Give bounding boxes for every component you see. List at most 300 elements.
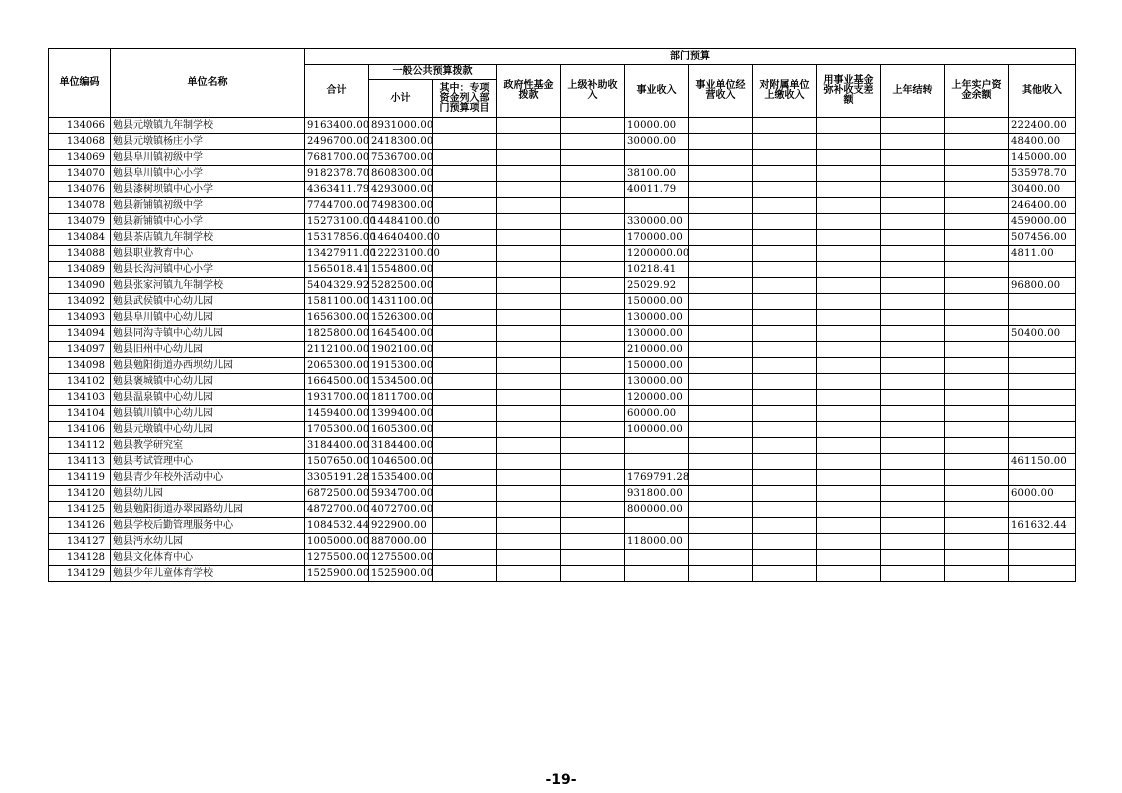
unit-code-cell: 134090 [49, 278, 111, 294]
fund-offset-cell [817, 566, 881, 582]
fund-offset-cell [817, 390, 881, 406]
unit-code-cell: 134098 [49, 358, 111, 374]
superior-subsidy-cell [561, 422, 625, 438]
superior-subsidy-cell [561, 486, 625, 502]
subtotal-cell: 2418300.00 [369, 134, 433, 150]
other-income-cell: 461150.00 [1009, 454, 1076, 470]
total-cell: 1275500.00 [305, 550, 369, 566]
subordinate-income-cell [753, 278, 817, 294]
subtotal-cell: 4293000.00 [369, 182, 433, 198]
carryover-cell [881, 502, 945, 518]
special-funds-cell [433, 374, 497, 390]
gov-fund-cell [497, 294, 561, 310]
unit-code-cell: 134097 [49, 342, 111, 358]
subordinate-income-cell [753, 230, 817, 246]
operating-income-cell [689, 470, 753, 486]
subtotal-cell: 1431100.00 [369, 294, 433, 310]
unit-name-cell: 勉县勉阳街道办翠园路幼儿园 [111, 502, 305, 518]
unit-code-cell: 134128 [49, 550, 111, 566]
operating-income-cell [689, 150, 753, 166]
subtotal-cell: 3184400.00 [369, 438, 433, 454]
gov-fund-cell [497, 198, 561, 214]
business-income-cell: 130000.00 [625, 374, 689, 390]
special-funds-cell [433, 470, 497, 486]
business-income-cell: 120000.00 [625, 390, 689, 406]
fund-offset-cell [817, 438, 881, 454]
total-cell: 1931700.00 [305, 390, 369, 406]
special-funds-cell [433, 502, 497, 518]
fund-offset-cell [817, 134, 881, 150]
superior-subsidy-cell [561, 326, 625, 342]
unit-name-cell: 勉县褒城镇中心幼儿园 [111, 374, 305, 390]
business-income-cell [625, 518, 689, 534]
operating-income-cell [689, 390, 753, 406]
operating-income-cell [689, 230, 753, 246]
fund-offset-cell [817, 246, 881, 262]
subordinate-income-cell [753, 182, 817, 198]
gov-fund-cell [497, 214, 561, 230]
total-cell: 3305191.28 [305, 470, 369, 486]
unit-code-cell: 134066 [49, 118, 111, 134]
special-funds-cell [433, 534, 497, 550]
superior-subsidy-cell [561, 566, 625, 582]
unused-balance-cell [945, 438, 1009, 454]
superior-subsidy-cell [561, 198, 625, 214]
header-total: 合计 [305, 65, 369, 118]
table-row [49, 422, 1076, 438]
subordinate-income-cell [753, 198, 817, 214]
unit-code-cell: 134079 [49, 214, 111, 230]
subtotal-cell: 7536700.00 [369, 150, 433, 166]
superior-subsidy-cell [561, 518, 625, 534]
special-funds-cell [433, 486, 497, 502]
total-cell: 5404329.92 [305, 278, 369, 294]
business-income-cell: 100000.00 [625, 422, 689, 438]
carryover-cell [881, 230, 945, 246]
carryover-cell [881, 214, 945, 230]
other-income-cell [1009, 310, 1076, 326]
gov-fund-cell [497, 118, 561, 134]
subtotal-cell: 8931000.00 [369, 118, 433, 134]
unit-code-cell: 134113 [49, 454, 111, 470]
subordinate-income-cell [753, 534, 817, 550]
unit-name-cell: 勉县元墩镇中心幼儿园 [111, 422, 305, 438]
table-header [49, 49, 1076, 118]
other-income-cell [1009, 390, 1076, 406]
carryover-cell [881, 454, 945, 470]
gov-fund-cell [497, 422, 561, 438]
unit-name-cell: 勉县茶店镇九年制学校 [111, 230, 305, 246]
total-cell: 7744700.00 [305, 198, 369, 214]
other-income-cell [1009, 534, 1076, 550]
gov-fund-cell [497, 182, 561, 198]
subordinate-income-cell [753, 422, 817, 438]
table-row [49, 438, 1076, 454]
table-row [49, 454, 1076, 470]
fund-offset-cell [817, 518, 881, 534]
business-income-cell: 800000.00 [625, 502, 689, 518]
total-cell: 1705300.00 [305, 422, 369, 438]
special-funds-cell [433, 278, 497, 294]
superior-subsidy-cell [561, 470, 625, 486]
other-income-cell [1009, 550, 1076, 566]
operating-income-cell [689, 406, 753, 422]
unused-balance-cell [945, 294, 1009, 310]
other-income-cell [1009, 294, 1076, 310]
subtotal-cell: 1534500.00 [369, 374, 433, 390]
subtotal-cell: 1535400.00 [369, 470, 433, 486]
header-general-budget: 一般公共预算拨款 [369, 65, 497, 80]
unit-name-cell: 勉县阜川镇中心小学 [111, 166, 305, 182]
carryover-cell [881, 358, 945, 374]
other-income-cell: 459000.00 [1009, 214, 1076, 230]
special-funds-cell [433, 406, 497, 422]
operating-income-cell [689, 502, 753, 518]
header-subordinate-income: 对附属单位上缴收入 [753, 65, 817, 118]
subtotal-cell: 922900.00 [369, 518, 433, 534]
gov-fund-cell [497, 534, 561, 550]
gov-fund-cell [497, 134, 561, 150]
superior-subsidy-cell [561, 118, 625, 134]
subtotal-cell: 1399400.00 [369, 406, 433, 422]
other-income-cell: 96800.00 [1009, 278, 1076, 294]
budget-table [48, 48, 1076, 582]
subtotal-cell: 8608300.00 [369, 166, 433, 182]
gov-fund-cell [497, 342, 561, 358]
subordinate-income-cell [753, 310, 817, 326]
unit-code-cell: 134103 [49, 390, 111, 406]
operating-income-cell [689, 118, 753, 134]
fund-offset-cell [817, 374, 881, 390]
unit-code-cell: 134119 [49, 470, 111, 486]
unused-balance-cell [945, 470, 1009, 486]
operating-income-cell [689, 278, 753, 294]
carryover-cell [881, 326, 945, 342]
carryover-cell [881, 198, 945, 214]
superior-subsidy-cell [561, 390, 625, 406]
unit-code-cell: 134102 [49, 374, 111, 390]
header-other-income: 其他收入 [1009, 65, 1076, 118]
table-row [49, 214, 1076, 230]
other-income-cell: 4811.00 [1009, 246, 1076, 262]
carryover-cell [881, 262, 945, 278]
unit-name-cell: 勉县新铺镇中心小学 [111, 214, 305, 230]
unit-code-cell: 134129 [49, 566, 111, 582]
table-body [49, 118, 1076, 582]
table-row [49, 294, 1076, 310]
special-funds-cell [433, 422, 497, 438]
business-income-cell [625, 454, 689, 470]
table-row [49, 406, 1076, 422]
total-cell: 15273100.00 [305, 214, 369, 230]
subordinate-income-cell [753, 566, 817, 582]
unused-balance-cell [945, 326, 1009, 342]
table-row [49, 118, 1076, 134]
gov-fund-cell [497, 374, 561, 390]
subordinate-income-cell [753, 326, 817, 342]
operating-income-cell [689, 486, 753, 502]
total-cell: 7681700.00 [305, 150, 369, 166]
carryover-cell [881, 518, 945, 534]
other-income-cell: 30400.00 [1009, 182, 1076, 198]
subordinate-income-cell [753, 166, 817, 182]
total-cell: 9163400.00 [305, 118, 369, 134]
fund-offset-cell [817, 310, 881, 326]
unused-balance-cell [945, 406, 1009, 422]
header-superior-subsidy: 上级补助收入 [561, 65, 625, 118]
other-income-cell [1009, 470, 1076, 486]
gov-fund-cell [497, 406, 561, 422]
operating-income-cell [689, 550, 753, 566]
business-income-cell: 25029.92 [625, 278, 689, 294]
business-income-cell: 150000.00 [625, 358, 689, 374]
special-funds-cell [433, 294, 497, 310]
special-funds-cell [433, 118, 497, 134]
unused-balance-cell [945, 214, 1009, 230]
subordinate-income-cell [753, 358, 817, 374]
total-cell: 1664500.00 [305, 374, 369, 390]
unit-code-cell: 134068 [49, 134, 111, 150]
business-income-cell: 10000.00 [625, 118, 689, 134]
subordinate-income-cell [753, 550, 817, 566]
unit-name-cell: 勉县文化体育中心 [111, 550, 305, 566]
fund-offset-cell [817, 182, 881, 198]
unit-code-cell: 134127 [49, 534, 111, 550]
unit-code-cell: 134120 [49, 486, 111, 502]
total-cell: 1525900.00 [305, 566, 369, 582]
business-income-cell: 130000.00 [625, 326, 689, 342]
carryover-cell [881, 342, 945, 358]
fund-offset-cell [817, 262, 881, 278]
total-cell: 2496700.00 [305, 134, 369, 150]
fund-offset-cell [817, 150, 881, 166]
table-row [49, 198, 1076, 214]
carryover-cell [881, 374, 945, 390]
subtotal-cell: 1811700.00 [369, 390, 433, 406]
subtotal-cell: 1605300.00 [369, 422, 433, 438]
fund-offset-cell [817, 342, 881, 358]
unit-name-cell: 勉县教学研究室 [111, 438, 305, 454]
operating-income-cell [689, 438, 753, 454]
subtotal-cell: 4072700.00 [369, 502, 433, 518]
other-income-cell [1009, 358, 1076, 374]
business-income-cell [625, 550, 689, 566]
fund-offset-cell [817, 534, 881, 550]
total-cell: 13427911.00 [305, 246, 369, 262]
operating-income-cell [689, 310, 753, 326]
unused-balance-cell [945, 134, 1009, 150]
carryover-cell [881, 182, 945, 198]
special-funds-cell [433, 246, 497, 262]
operating-income-cell [689, 134, 753, 150]
special-funds-cell [433, 438, 497, 454]
special-funds-cell [433, 262, 497, 278]
total-cell: 2065300.00 [305, 358, 369, 374]
fund-offset-cell [817, 198, 881, 214]
fund-offset-cell [817, 470, 881, 486]
table-row [49, 182, 1076, 198]
unit-name-cell: 勉县少年儿童体育学校 [111, 566, 305, 582]
subordinate-income-cell [753, 470, 817, 486]
total-cell: 6872500.00 [305, 486, 369, 502]
unit-code-cell: 134076 [49, 182, 111, 198]
total-cell: 1656300.00 [305, 310, 369, 326]
other-income-cell [1009, 422, 1076, 438]
other-income-cell: 535978.70 [1009, 166, 1076, 182]
fund-offset-cell [817, 486, 881, 502]
carryover-cell [881, 534, 945, 550]
table-row [49, 262, 1076, 278]
unused-balance-cell [945, 166, 1009, 182]
unused-balance-cell [945, 502, 1009, 518]
total-cell: 4872700.00 [305, 502, 369, 518]
gov-fund-cell [497, 358, 561, 374]
superior-subsidy-cell [561, 166, 625, 182]
unit-code-cell: 134088 [49, 246, 111, 262]
unit-code-cell: 134094 [49, 326, 111, 342]
unit-code-cell: 134089 [49, 262, 111, 278]
table-row [49, 150, 1076, 166]
unit-code-cell: 134104 [49, 406, 111, 422]
unused-balance-cell [945, 390, 1009, 406]
operating-income-cell [689, 166, 753, 182]
subordinate-income-cell [753, 454, 817, 470]
unused-balance-cell [945, 518, 1009, 534]
fund-offset-cell [817, 550, 881, 566]
business-income-cell: 130000.00 [625, 310, 689, 326]
carryover-cell [881, 166, 945, 182]
subordinate-income-cell [753, 502, 817, 518]
subordinate-income-cell [753, 118, 817, 134]
operating-income-cell [689, 246, 753, 262]
unit-code-cell: 134070 [49, 166, 111, 182]
subtotal-cell: 1526300.00 [369, 310, 433, 326]
subordinate-income-cell [753, 134, 817, 150]
operating-income-cell [689, 294, 753, 310]
carryover-cell [881, 294, 945, 310]
fund-offset-cell [817, 502, 881, 518]
superior-subsidy-cell [561, 310, 625, 326]
fund-offset-cell [817, 214, 881, 230]
business-income-cell [625, 150, 689, 166]
operating-income-cell [689, 182, 753, 198]
subordinate-income-cell [753, 214, 817, 230]
header-unit-code: 单位编码 [49, 49, 111, 118]
gov-fund-cell [497, 390, 561, 406]
gov-fund-cell [497, 550, 561, 566]
unused-balance-cell [945, 454, 1009, 470]
superior-subsidy-cell [561, 246, 625, 262]
unit-name-cell: 勉县同沟寺镇中心幼儿园 [111, 326, 305, 342]
unused-balance-cell [945, 422, 1009, 438]
subordinate-income-cell [753, 438, 817, 454]
unused-balance-cell [945, 374, 1009, 390]
other-income-cell [1009, 406, 1076, 422]
subtotal-cell: 1902100.00 [369, 342, 433, 358]
carryover-cell [881, 278, 945, 294]
carryover-cell [881, 566, 945, 582]
table-row [49, 310, 1076, 326]
business-income-cell: 30000.00 [625, 134, 689, 150]
page-number: -19- [545, 772, 577, 788]
unit-name-cell: 勉县勉阳街道办西坝幼儿园 [111, 358, 305, 374]
carryover-cell [881, 486, 945, 502]
special-funds-cell [433, 550, 497, 566]
unit-code-cell: 134069 [49, 150, 111, 166]
unit-name-cell: 勉县沔水幼儿园 [111, 534, 305, 550]
unit-name-cell: 勉县旧州中心幼儿园 [111, 342, 305, 358]
other-income-cell: 6000.00 [1009, 486, 1076, 502]
business-income-cell: 1769791.28 [625, 470, 689, 486]
unit-name-cell: 勉县学校后勤管理服务中心 [111, 518, 305, 534]
business-income-cell: 118000.00 [625, 534, 689, 550]
table-row [49, 230, 1076, 246]
total-cell: 1581100.00 [305, 294, 369, 310]
superior-subsidy-cell [561, 454, 625, 470]
unused-balance-cell [945, 198, 1009, 214]
special-funds-cell [433, 358, 497, 374]
business-income-cell: 60000.00 [625, 406, 689, 422]
unit-name-cell: 勉县阜川镇初级中学 [111, 150, 305, 166]
unit-name-cell: 勉县长沟河镇中心小学 [111, 262, 305, 278]
table-row [49, 502, 1076, 518]
business-income-cell [625, 198, 689, 214]
table-row [49, 550, 1076, 566]
subtotal-cell: 1554800.00 [369, 262, 433, 278]
unit-code-cell: 134084 [49, 230, 111, 246]
header-subtotal: 小计 [369, 80, 433, 118]
operating-income-cell [689, 374, 753, 390]
special-funds-cell [433, 326, 497, 342]
subordinate-income-cell [753, 406, 817, 422]
fund-offset-cell [817, 294, 881, 310]
fund-offset-cell [817, 326, 881, 342]
total-cell: 15317856.00 [305, 230, 369, 246]
other-income-cell: 48400.00 [1009, 134, 1076, 150]
gov-fund-cell [497, 470, 561, 486]
unit-code-cell: 134126 [49, 518, 111, 534]
fund-offset-cell [817, 278, 881, 294]
subordinate-income-cell [753, 518, 817, 534]
superior-subsidy-cell [561, 550, 625, 566]
operating-income-cell [689, 358, 753, 374]
business-income-cell: 170000.00 [625, 230, 689, 246]
total-cell: 3184400.00 [305, 438, 369, 454]
carryover-cell [881, 310, 945, 326]
other-income-cell [1009, 502, 1076, 518]
superior-subsidy-cell [561, 406, 625, 422]
superior-subsidy-cell [561, 374, 625, 390]
gov-fund-cell [497, 246, 561, 262]
table-row [49, 374, 1076, 390]
superior-subsidy-cell [561, 294, 625, 310]
carryover-cell [881, 422, 945, 438]
gov-fund-cell [497, 438, 561, 454]
total-cell: 9182378.70 [305, 166, 369, 182]
unit-name-cell: 勉县幼儿园 [111, 486, 305, 502]
fund-offset-cell [817, 166, 881, 182]
special-funds-cell [433, 150, 497, 166]
business-income-cell [625, 566, 689, 582]
unused-balance-cell [945, 566, 1009, 582]
gov-fund-cell [497, 566, 561, 582]
header-unused-balance: 上年实户资金余额 [945, 65, 1009, 118]
superior-subsidy-cell [561, 182, 625, 198]
special-funds-cell [433, 214, 497, 230]
total-cell: 1507650.00 [305, 454, 369, 470]
unit-code-cell: 134093 [49, 310, 111, 326]
other-income-cell [1009, 262, 1076, 278]
